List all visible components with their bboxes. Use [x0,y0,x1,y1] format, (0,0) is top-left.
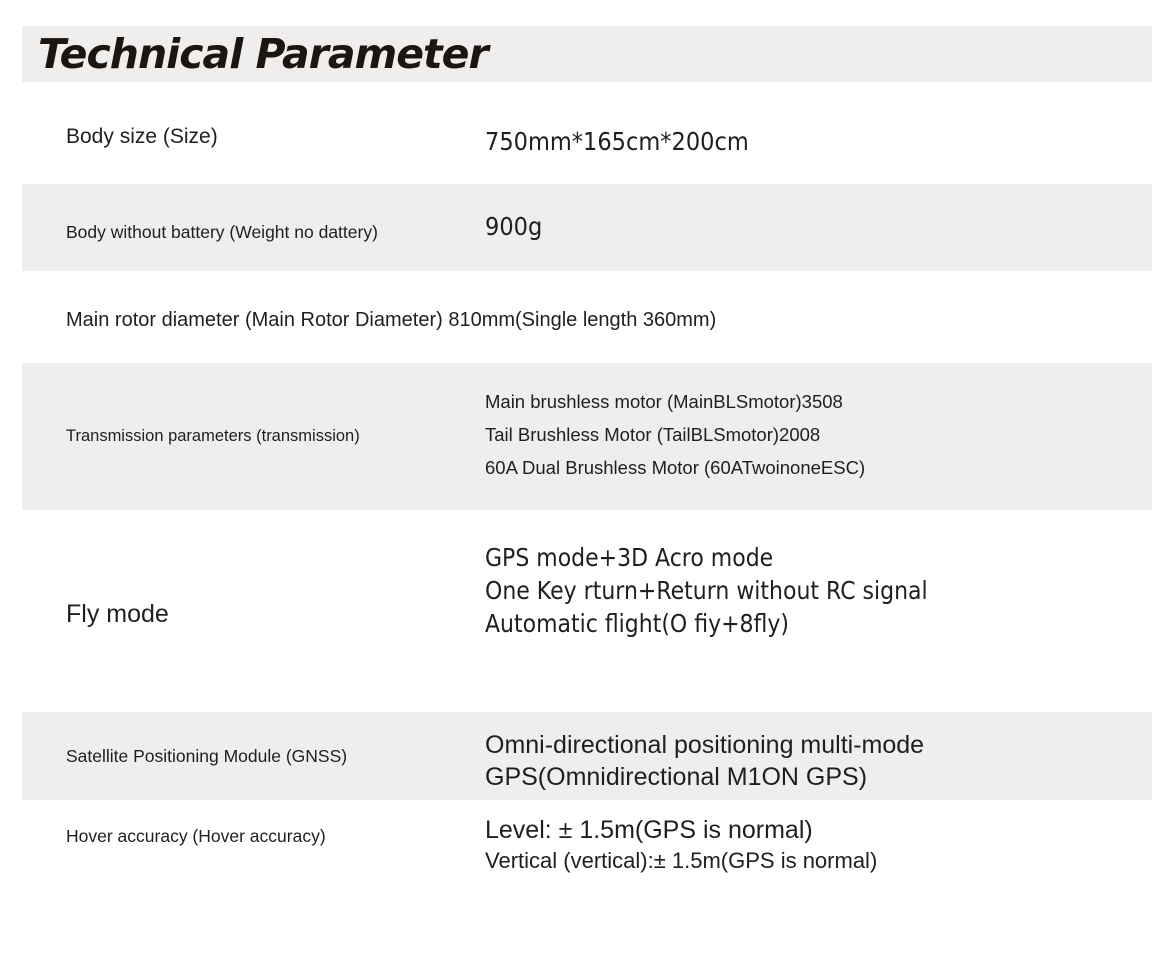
spec-value [485,385,865,484]
spec-label: Body without battery (Weight no dattery) [66,222,378,242]
spec-row-weight [22,184,1152,271]
spec-value [485,211,549,243]
spec-row-rotor-diameter [22,271,1152,363]
spec-value [485,541,988,641]
spec-value-line: 60A Dual Brushless Motor (60ATwoinoneESC) [485,457,866,478]
spec-row-gnss [22,712,1152,800]
spec-label: Hover accuracy (Hover accuracy) [66,826,326,846]
spec-value-line: Tail Brushless Motor (TailBLSmotor)2008 [485,424,821,445]
spec-value-line: Vertical (vertical):± 1.5m(GPS is normal) [485,848,878,873]
spec-label: Body size (Size) [66,125,218,148]
spec-value-line: 750mm*165cm*200cm [485,127,749,156]
spec-value-line: Automatic flight(O fiy+8fly) [485,609,789,638]
spec-value-line: GPS(Omnidirectional M1ON GPS) [485,763,868,791]
spec-row-fly-mode [22,510,1152,712]
spec-row-body-size [22,98,1152,184]
spec-value [485,814,877,876]
spec-value [485,729,924,793]
spec-value [485,126,778,158]
spec-value-line: Level: ± 1.5m(GPS is normal) [485,816,813,844]
spec-row-transmission [22,363,1152,510]
title-banner [22,26,1152,82]
spec-value-line: Main brushless motor (MainBLSmotor)3508 [485,391,843,412]
page-title: Technical Parameter [38,30,488,78]
spec-value-line: GPS mode+3D Acro mode [485,543,774,572]
spec-label: Satellite Positioning Module (GNSS) [66,746,348,766]
spec-label: Main rotor diameter (Main Rotor Diameter) 810mm(Single length 360mm) [66,309,717,331]
spec-label: Transmission parameters (transmission) [66,427,360,445]
spec-row-hover-accuracy [22,800,1152,900]
spec-value-line: Omni-directional positioning multi-mode [485,731,925,759]
spec-value-line: One Key rturn+Return without RC signal [485,576,928,605]
spec-value-line: 900g [485,212,543,241]
spec-label: Fly mode [66,600,169,628]
